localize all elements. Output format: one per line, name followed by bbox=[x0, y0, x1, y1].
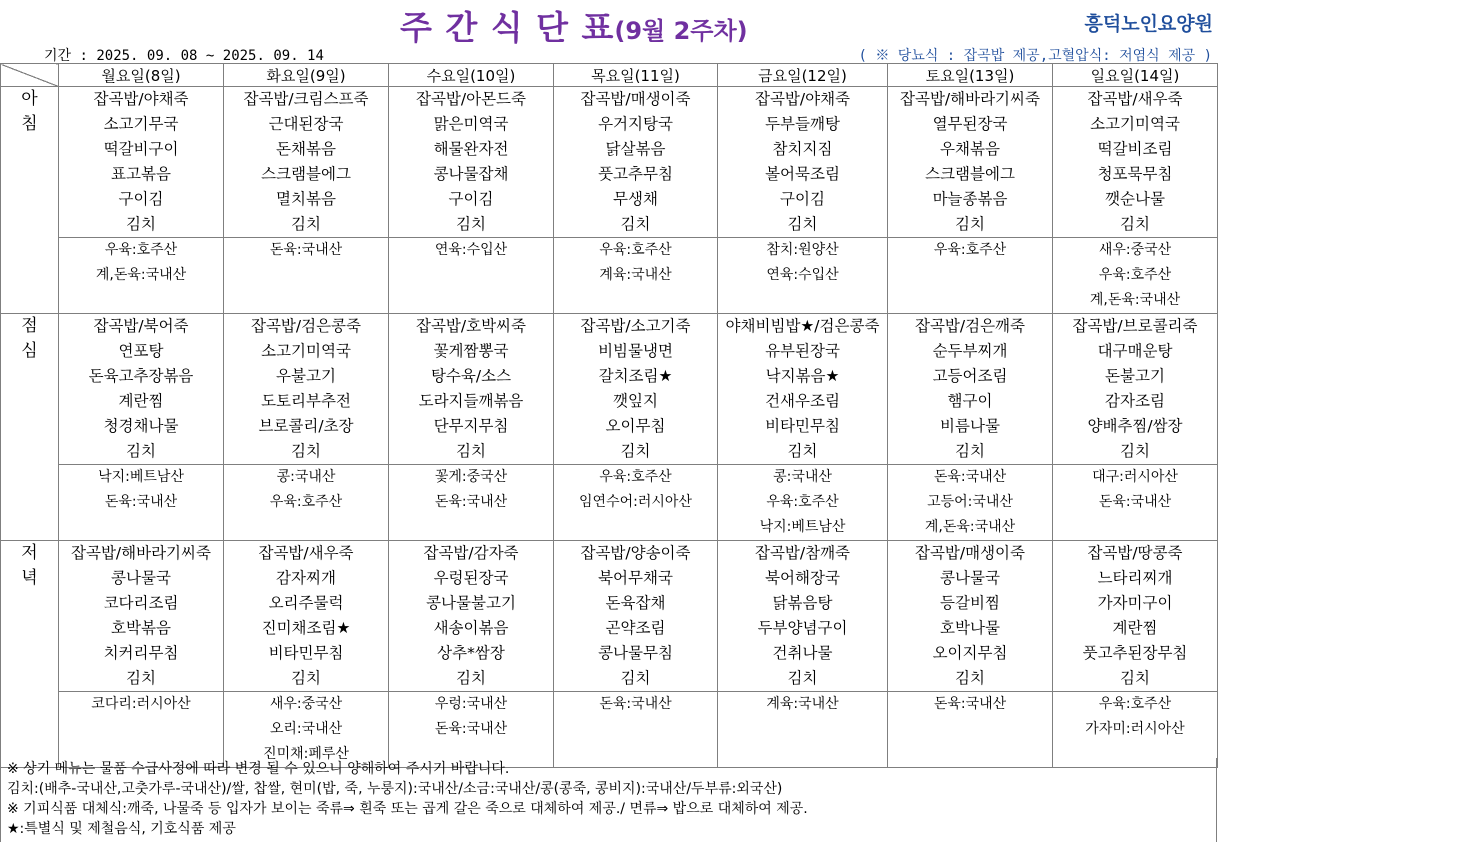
origin-item: 낙지:베트남산 bbox=[759, 519, 846, 535]
origin-item: 계육:국내산 bbox=[599, 267, 672, 283]
dish-item: 스크램블에그 bbox=[261, 165, 351, 183]
origins-row bbox=[1, 692, 1218, 768]
dish-item: 김치 bbox=[787, 442, 818, 460]
dish-item: 등갈비찜 bbox=[940, 594, 1000, 612]
dish-item: 김치 bbox=[456, 669, 486, 687]
title-row bbox=[0, 0, 1217, 47]
meal-label-char: 침 bbox=[21, 114, 38, 134]
dish-item: 두부양념구이 bbox=[757, 619, 848, 637]
dish-item: 잡곡밥/호박씨죽 bbox=[415, 317, 527, 335]
dish-item: 도토리부추전 bbox=[261, 392, 351, 410]
dish-item: 떡갈비구이 bbox=[103, 140, 179, 158]
origins-cell bbox=[59, 692, 224, 768]
dish-item: 소고기무국 bbox=[103, 115, 179, 133]
dishes-row bbox=[1, 87, 1218, 238]
day-header: 토요일(13일) bbox=[888, 64, 1053, 87]
dish-item: 해물완자전 bbox=[433, 140, 509, 158]
dish-item: 잡곡밥/매생이죽 bbox=[914, 544, 1026, 562]
dishes-cell bbox=[224, 314, 389, 465]
dish-item: 돈불고기 bbox=[1105, 367, 1165, 385]
origin-item: 돈육:국내산 bbox=[933, 469, 1007, 485]
dish-item: 잡곡밥/새우죽 bbox=[258, 544, 354, 562]
dish-item: 소고기미역국 bbox=[1090, 115, 1180, 133]
origin-item: 연육:수입산 bbox=[434, 242, 508, 258]
origin-item: 돈육:국내산 bbox=[104, 494, 178, 510]
dish-item: 야채비빔밥★/검은콩죽 bbox=[725, 317, 880, 335]
origins-cell bbox=[718, 238, 888, 314]
origin-item: 오리:국내산 bbox=[269, 721, 343, 737]
dish-item: 잡곡밥/양송이죽 bbox=[580, 544, 691, 562]
meal-label-char: 아 bbox=[21, 89, 38, 109]
dish-item: 콩나물잡채 bbox=[433, 165, 509, 183]
origins-row bbox=[1, 465, 1218, 541]
dish-item: 갈치조림★ bbox=[598, 367, 673, 385]
origin-item: 돈육:국내산 bbox=[599, 696, 672, 712]
origins-cell bbox=[718, 465, 888, 541]
dish-item: 깻잎지 bbox=[613, 392, 658, 410]
dish-item: 우불고기 bbox=[276, 367, 336, 385]
origin-item: 우육:호주산 bbox=[104, 242, 178, 258]
dish-item: 김치 bbox=[126, 215, 156, 233]
origin-item: 돈육:국내산 bbox=[269, 242, 343, 258]
dish-item: 김치 bbox=[620, 669, 651, 687]
dish-item: 무생채 bbox=[613, 190, 658, 208]
dish-item: 고등어조림 bbox=[932, 367, 1008, 385]
dish-item: 잡곡밥/새우죽 bbox=[1087, 90, 1183, 108]
dish-item: 잡곡밥/검은콩죽 bbox=[250, 317, 362, 335]
dish-item: 순두부찌개 bbox=[932, 342, 1008, 360]
dish-item: 표고볶음 bbox=[111, 165, 171, 183]
dishes-cell bbox=[389, 541, 554, 692]
dish-item: 비타민무침 bbox=[765, 417, 840, 435]
corner-cell bbox=[1, 64, 59, 87]
dish-item: 김치 bbox=[456, 215, 486, 233]
dish-item: 잡곡밥/야채죽 bbox=[754, 90, 851, 108]
origin-item: 꽃게:중국산 bbox=[434, 469, 508, 485]
dishes-cell bbox=[888, 541, 1053, 692]
dish-item: 상추*쌈장 bbox=[437, 644, 505, 662]
dish-item: 우거지탕국 bbox=[598, 115, 673, 133]
day-header: 일요일(14일) bbox=[1053, 64, 1218, 87]
origin-item: 새우:중국산 bbox=[1098, 242, 1172, 258]
dish-item: 소고기미역국 bbox=[261, 342, 351, 360]
origin-item: 우육:호주산 bbox=[599, 469, 672, 485]
dish-item: 청포묵무침 bbox=[1097, 165, 1173, 183]
origins-cell bbox=[224, 692, 389, 768]
dish-item: 햄구이 bbox=[947, 392, 993, 410]
dish-item: 가자미구이 bbox=[1097, 594, 1173, 612]
dish-item: 감자찌개 bbox=[276, 569, 336, 587]
dish-item: 잡곡밥/소고기죽 bbox=[580, 317, 691, 335]
meal-label-char: 심 bbox=[21, 341, 38, 361]
dish-item: 김치 bbox=[620, 215, 651, 233]
origin-item: 콩:국내산 bbox=[276, 469, 336, 485]
origins-row bbox=[1, 238, 1218, 314]
dish-item: 비타민무침 bbox=[268, 644, 344, 662]
day-header: 수요일(10일) bbox=[389, 64, 554, 87]
day-header: 화요일(9일) bbox=[224, 64, 389, 87]
dish-item: 감자조림 bbox=[1105, 392, 1165, 410]
dish-item: 구이김 bbox=[780, 190, 825, 208]
dish-item: 김치 bbox=[291, 215, 321, 233]
dish-item: 진미채조림★ bbox=[261, 619, 351, 637]
meal-label-char: 녁 bbox=[21, 568, 38, 588]
origin-item: 우육:호주산 bbox=[1098, 267, 1172, 283]
origins-cell bbox=[888, 692, 1053, 768]
dishes-cell bbox=[224, 87, 389, 238]
dish-item: 김치 bbox=[291, 442, 321, 460]
origin-item: 돈육:국내산 bbox=[1098, 494, 1172, 510]
dish-item: 김치 bbox=[126, 669, 156, 687]
dish-item: 호박나물 bbox=[940, 619, 1000, 637]
dish-item: 느타리찌개 bbox=[1097, 569, 1173, 587]
meal-label bbox=[1, 541, 59, 768]
dish-item: 김치 bbox=[126, 442, 156, 460]
title-main: 주 간 식 단 표 bbox=[400, 8, 615, 47]
dish-item: 마늘종볶음 bbox=[932, 190, 1008, 208]
dish-item: 김치 bbox=[620, 442, 651, 460]
origin-item: 돈육:국내산 bbox=[434, 721, 508, 737]
dish-item: 돈육잡채 bbox=[605, 594, 666, 612]
dish-item: 오이무침 bbox=[605, 417, 666, 435]
page-title bbox=[400, 2, 748, 49]
diet-note: ( ※ 당뇨식 : 잡곡밥 제공,고혈압식: 저염식 제공 ) bbox=[858, 48, 1212, 64]
dish-item: 떡갈비조림 bbox=[1097, 140, 1173, 158]
origins-cell bbox=[59, 238, 224, 314]
dish-item: 근대된장국 bbox=[268, 115, 344, 133]
dish-item: 잡곡밥/참깨죽 bbox=[754, 544, 851, 562]
origin-item: 돈육:국내산 bbox=[933, 696, 1007, 712]
origins-cell bbox=[554, 465, 718, 541]
origin-item: 계,돈육:국내산 bbox=[924, 519, 1016, 535]
dishes-cell bbox=[1053, 314, 1218, 465]
dish-item: 맑은미역국 bbox=[433, 115, 509, 133]
dish-item: 풋고추무침 bbox=[598, 165, 673, 183]
dish-item: 구이김 bbox=[118, 190, 164, 208]
dishes-cell bbox=[888, 87, 1053, 238]
dishes-cell bbox=[389, 87, 554, 238]
dish-item: 잡곡밥/야채죽 bbox=[93, 90, 189, 108]
footnote: ★:특별식 및 제철음식, 기호식품 제공 bbox=[7, 821, 236, 837]
dish-item: 꽃게짬뽕국 bbox=[433, 342, 509, 360]
dish-item: 잡곡밥/북어죽 bbox=[93, 317, 189, 335]
dish-item: 김치 bbox=[955, 215, 985, 233]
origin-item: 우육:호주산 bbox=[269, 494, 343, 510]
dish-item: 스크램블에그 bbox=[925, 165, 1015, 183]
footnote: ※ 기피식품 대체식:깨죽, 나물죽 등 입자가 보이는 죽류⇒ 흰죽 또는 곱게 갈은 죽으로 대체하여 제공./ 면류⇒ 밥으로 대체하여 제공. bbox=[7, 801, 808, 817]
origin-item: 낙지:베트남산 bbox=[98, 469, 184, 485]
dish-item: 돈채볶음 bbox=[276, 140, 336, 158]
meal-label bbox=[1, 314, 59, 541]
dish-item: 청경채나물 bbox=[103, 417, 179, 435]
origin-item: 진미채:페루산 bbox=[263, 746, 349, 762]
day-header: 목요일(11일) bbox=[554, 64, 718, 87]
origins-cell bbox=[718, 692, 888, 768]
dishes-row bbox=[1, 541, 1218, 692]
dish-item: 잡곡밥/감자죽 bbox=[423, 544, 519, 562]
dish-item: 김치 bbox=[787, 215, 818, 233]
dishes-cell bbox=[718, 314, 888, 465]
origin-item: 계,돈육:국내산 bbox=[1089, 292, 1181, 308]
dish-item: 김치 bbox=[787, 669, 818, 687]
origin-item: 임연수어:러시아산 bbox=[579, 494, 692, 510]
dish-item: 잡곡밥/검은깨죽 bbox=[914, 317, 1026, 335]
origins-cell bbox=[554, 692, 718, 768]
dish-item: 연포탕 bbox=[118, 342, 164, 360]
origin-item: 우육:호주산 bbox=[933, 242, 1007, 258]
meal-label-char: 점 bbox=[21, 316, 38, 336]
dish-item: 호박볶음 bbox=[111, 619, 171, 637]
origin-item: 콩:국내산 bbox=[773, 469, 832, 485]
dish-item: 단무지무침 bbox=[433, 417, 509, 435]
origin-item: 가자미:러시아산 bbox=[1085, 721, 1185, 737]
dishes-cell bbox=[224, 541, 389, 692]
origins-cell bbox=[554, 238, 718, 314]
dish-item: 콩나물불고기 bbox=[426, 594, 516, 612]
dish-item: 잡곡밥/해바라기씨죽 bbox=[900, 90, 1040, 108]
origin-item: 계육:국내산 bbox=[766, 696, 839, 712]
origin-item: 우육:호주산 bbox=[599, 242, 672, 258]
dishes-cell bbox=[718, 541, 888, 692]
dish-item: 구이김 bbox=[448, 190, 494, 208]
meal-label bbox=[1, 87, 59, 314]
dish-item: 김치 bbox=[1120, 215, 1150, 233]
dish-item: 잡곡밥/브로콜리죽 bbox=[1072, 317, 1198, 335]
dish-item: 오이지무침 bbox=[932, 644, 1008, 662]
dish-item: 멸치볶음 bbox=[276, 190, 336, 208]
dish-item: 잡곡밥/아몬드죽 bbox=[415, 90, 527, 108]
dishes-cell bbox=[59, 314, 224, 465]
dish-item: 북어무채국 bbox=[598, 569, 673, 587]
dish-item: 건취나물 bbox=[772, 644, 833, 662]
dish-item: 닭볶음탕 bbox=[772, 594, 833, 612]
footer-notes bbox=[0, 758, 1217, 842]
footnote: 김치:(배추-국내산,고춧가루-국내산)/쌀, 찹쌀, 현미(밥, 죽, 누룽지):국내산/소금:국내산/콩(콩죽, 콩비지):국내산/두부류:외국산) bbox=[7, 781, 783, 797]
dish-item: 두부들깨탕 bbox=[765, 115, 840, 133]
dish-item: 콩나물국 bbox=[940, 569, 1000, 587]
origins-cell bbox=[389, 238, 554, 314]
dish-item: 돈육고추장볶음 bbox=[88, 367, 194, 385]
origins-cell bbox=[59, 465, 224, 541]
origins-cell bbox=[389, 692, 554, 768]
dish-item: 우채볶음 bbox=[940, 140, 1000, 158]
origin-item: 돈육:국내산 bbox=[434, 494, 508, 510]
dish-item: 잡곡밥/매생이죽 bbox=[580, 90, 691, 108]
dish-item: 건새우조림 bbox=[765, 392, 840, 410]
dish-item: 비름나물 bbox=[940, 417, 1000, 435]
dish-item: 김치 bbox=[291, 669, 321, 687]
origin-item: 우육:호주산 bbox=[1098, 696, 1172, 712]
footnote: ※ 상기 메뉴는 물품 수급사정에 따라 변경 될 수 있으니 양해하여 주시기 바랍니다. bbox=[7, 761, 510, 777]
menu-table bbox=[0, 63, 1218, 768]
dish-item: 참치지짐 bbox=[772, 140, 833, 158]
day-header: 금요일(12일) bbox=[718, 64, 888, 87]
dish-item: 비빔물냉면 bbox=[598, 342, 673, 360]
dish-item: 김치 bbox=[1120, 669, 1150, 687]
facility-name: 흥덕노인요양원 bbox=[1084, 13, 1213, 35]
dish-item: 열무된장국 bbox=[932, 115, 1008, 133]
dishes-cell bbox=[1053, 541, 1218, 692]
origin-item: 코다리:러시아산 bbox=[91, 696, 191, 712]
origin-item: 대구:러시아산 bbox=[1092, 469, 1178, 485]
dishes-cell bbox=[1053, 87, 1218, 238]
dish-item: 코다리조림 bbox=[103, 594, 179, 612]
dish-item: 김치 bbox=[1120, 442, 1150, 460]
title-week: (9월 2주차) bbox=[614, 17, 748, 45]
dish-item: 치커리무침 bbox=[103, 644, 179, 662]
origin-item: 우렁:국내산 bbox=[434, 696, 508, 712]
origin-item: 우육:호주산 bbox=[766, 494, 839, 510]
dish-item: 유부된장국 bbox=[765, 342, 840, 360]
dish-item: 오리주물럭 bbox=[268, 594, 344, 612]
dish-item: 닭살볶음 bbox=[605, 140, 666, 158]
origins-cell bbox=[888, 465, 1053, 541]
dish-item: 낙지볶음★ bbox=[765, 367, 840, 385]
origins-cell bbox=[888, 238, 1053, 314]
dishes-cell bbox=[554, 541, 718, 692]
dishes-cell bbox=[554, 87, 718, 238]
dishes-cell bbox=[718, 87, 888, 238]
period-text: 기간 : 2025. 09. 08 ~ 2025. 09. 14 bbox=[44, 48, 324, 64]
dish-item: 김치 bbox=[955, 669, 985, 687]
dish-item: 도라지들깨볶음 bbox=[418, 392, 524, 410]
origin-item: 참치:원양산 bbox=[766, 242, 839, 258]
dish-item: 브로콜리/초장 bbox=[258, 417, 354, 435]
origins-cell bbox=[1053, 692, 1218, 768]
dishes-cell bbox=[389, 314, 554, 465]
dish-item: 우렁된장국 bbox=[433, 569, 509, 587]
dish-item: 풋고추된장무침 bbox=[1082, 644, 1188, 662]
period-row bbox=[0, 44, 1217, 64]
origin-item: 고등어:국내산 bbox=[927, 494, 1013, 510]
origins-cell bbox=[224, 238, 389, 314]
dish-item: 새송이볶음 bbox=[433, 619, 509, 637]
day-header: 월요일(8일) bbox=[59, 64, 224, 87]
dish-item: 대구매운탕 bbox=[1097, 342, 1173, 360]
dishes-cell bbox=[59, 541, 224, 692]
meal-label-char: 저 bbox=[21, 543, 38, 563]
dish-item: 볼어묵조림 bbox=[765, 165, 840, 183]
dish-item: 잡곡밥/해바라기씨죽 bbox=[71, 544, 211, 562]
dishes-cell bbox=[888, 314, 1053, 465]
dish-item: 콩나물무침 bbox=[598, 644, 673, 662]
dish-item: 김치 bbox=[955, 442, 985, 460]
menu-body bbox=[1, 87, 1218, 768]
origins-cell bbox=[389, 465, 554, 541]
dish-item: 잡곡밥/땅콩죽 bbox=[1087, 544, 1183, 562]
dish-item: 잡곡밥/크림스프죽 bbox=[243, 90, 369, 108]
dish-item: 곤약조림 bbox=[605, 619, 666, 637]
origin-item: 연육:수입산 bbox=[766, 267, 839, 283]
origin-item: 새우:중국산 bbox=[269, 696, 343, 712]
header-row bbox=[1, 64, 1218, 87]
dish-item: 양배추찜/쌈장 bbox=[1087, 417, 1183, 435]
dishes-cell bbox=[59, 87, 224, 238]
origins-cell bbox=[1053, 465, 1218, 541]
dishes-cell bbox=[554, 314, 718, 465]
dish-item: 북어해장국 bbox=[765, 569, 840, 587]
dish-item: 김치 bbox=[456, 442, 486, 460]
origins-cell bbox=[1053, 238, 1218, 314]
dish-item: 탕수육/소스 bbox=[430, 367, 512, 385]
origins-cell bbox=[224, 465, 389, 541]
origin-item: 계,돈육:국내산 bbox=[95, 267, 187, 283]
dishes-row bbox=[1, 314, 1218, 465]
dish-item: 깻순나물 bbox=[1105, 190, 1165, 208]
dish-item: 콩나물국 bbox=[111, 569, 171, 587]
dish-item: 계란찜 bbox=[118, 392, 164, 410]
dish-item: 계란찜 bbox=[1112, 619, 1158, 637]
